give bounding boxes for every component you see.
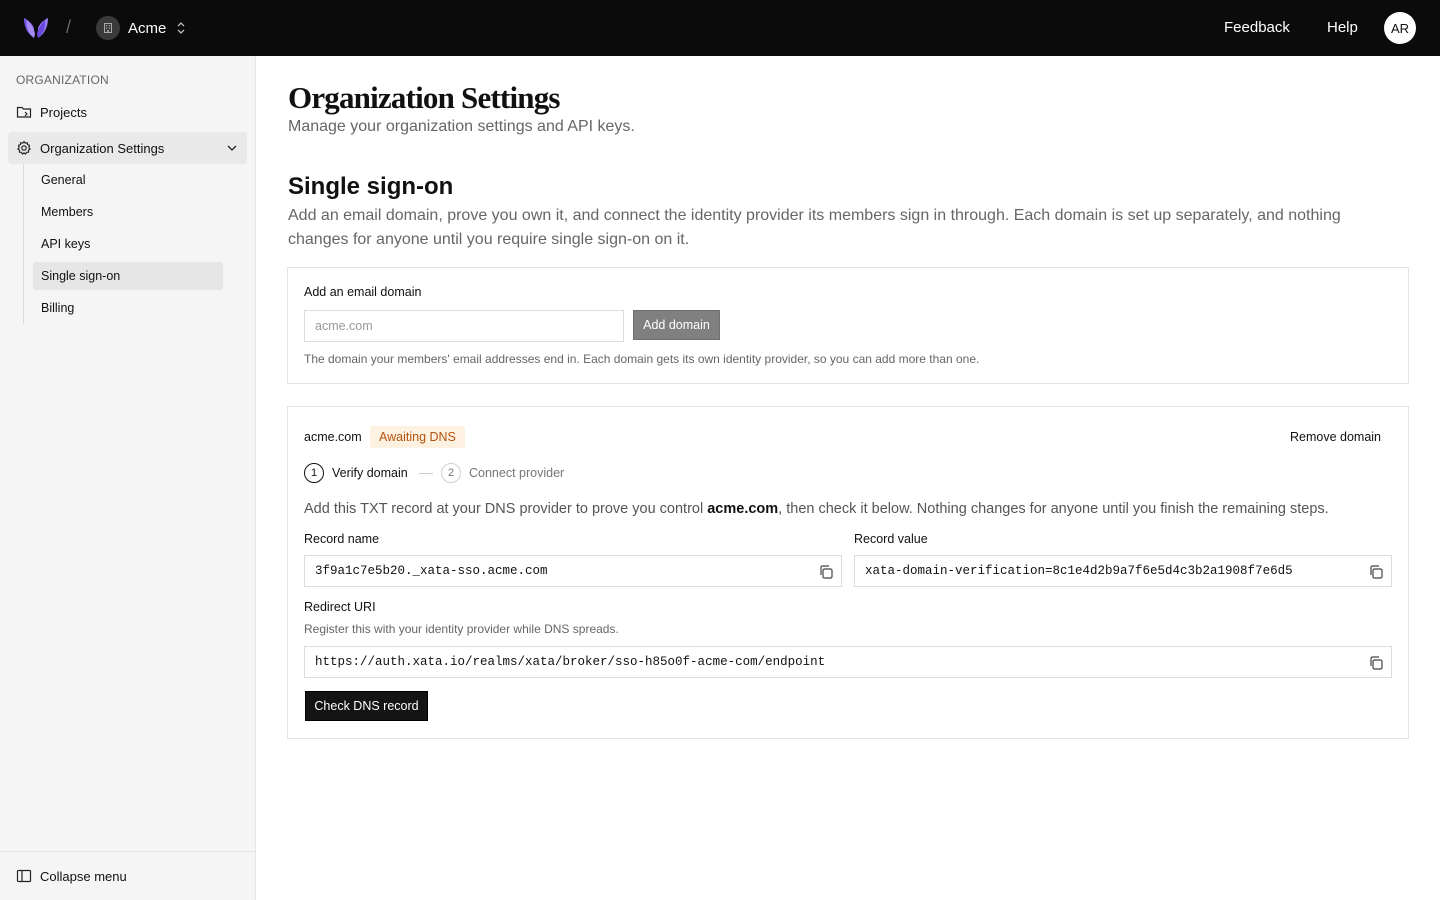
add-domain-card (287, 267, 1409, 384)
user-avatar[interactable]: AR (1384, 12, 1416, 44)
breadcrumb-separator: / (66, 17, 72, 37)
chevron-down-icon (225, 141, 239, 155)
sidebar-item-projects[interactable] (8, 96, 247, 128)
chevron-up-down-icon (176, 21, 186, 35)
gear-icon (16, 140, 32, 156)
step-1-indicator: 1 (304, 463, 324, 483)
add-domain-label: Add an email domain (304, 285, 422, 299)
org-name: Acme (128, 19, 167, 37)
feedback-link[interactable]: Feedback (1224, 19, 1290, 36)
record-value-field[interactable] (854, 555, 1392, 587)
xata-logo-icon[interactable] (22, 16, 50, 40)
sidebar-subitem-general[interactable]: General (41, 173, 86, 187)
sidebar-subitem-members[interactable]: Members (41, 205, 94, 219)
dns-instructions: Add this TXT record at your DNS provider to prove you control acme.com, then check it below. Nothing changes for anyone until you finish the remaining steps. (304, 501, 1329, 517)
domain-card (287, 406, 1409, 739)
help-link[interactable]: Help (1327, 19, 1358, 36)
sidebar-item-organization-settings[interactable] (8, 132, 247, 164)
top-bar (0, 0, 1440, 56)
status-badge: Awaiting DNS (370, 426, 465, 448)
building-icon (96, 16, 120, 40)
org-switcher[interactable] (96, 16, 186, 40)
redirect-uri-field[interactable] (304, 646, 1392, 678)
remove-domain-button[interactable]: Remove domain (1289, 430, 1381, 444)
domain-name: acme.com (304, 430, 362, 444)
record-value-label: Record value (854, 532, 928, 546)
record-name-value: 3f9a1c7e5b20._xata-sso.acme.com (315, 564, 548, 578)
record-value-value: xata-domain-verification=8c1e4d2b9a7f6e5d4c3b2a1908f7e6d5 (865, 564, 1293, 578)
collapse-menu-label: Collapse menu (40, 868, 127, 884)
sidebar-panel-icon (16, 868, 32, 884)
page-title: Organization Settings (288, 80, 560, 115)
copy-icon[interactable] (818, 564, 834, 580)
redirect-uri-label: Redirect URI (304, 600, 376, 614)
sidebar-subitem-billing[interactable]: Billing (41, 301, 75, 315)
sidebar-subitem-single-sign-on[interactable]: Single sign-on (33, 262, 223, 290)
redirect-uri-hint: Register this with your identity provider while DNS spreads. (304, 622, 619, 636)
record-name-field[interactable] (304, 555, 842, 587)
sidebar (0, 56, 256, 900)
copy-icon[interactable] (1368, 564, 1384, 580)
folder-icon (16, 104, 32, 120)
sidebar-item-label: Organization Settings (40, 140, 165, 156)
section-title: Single sign-on (288, 173, 454, 200)
step-connector (419, 473, 433, 474)
submenu-rail (23, 164, 24, 324)
record-name-label: Record name (304, 532, 380, 546)
add-domain-button[interactable]: Add domain (633, 310, 720, 340)
sidebar-subitem-api-keys[interactable]: API keys (41, 237, 91, 251)
sidebar-footer (0, 851, 255, 900)
add-domain-hint: The domain your members' email addresses end in. Each domain gets its own identity provider, so you can add more than one. (304, 352, 980, 366)
step-2-label: Connect provider (469, 466, 565, 480)
copy-icon[interactable] (1368, 655, 1384, 671)
collapse-menu-button[interactable] (16, 868, 127, 884)
step-1-label: Verify domain (332, 466, 408, 480)
sidebar-item-label: Projects (40, 104, 87, 120)
sidebar-heading: ORGANIZATION (16, 73, 109, 87)
page-subtitle: Manage your organization settings and API keys. (288, 118, 635, 135)
section-description: Add an email domain, prove you own it, and connect the identity provider its members sign in through. Each domain is set up separately, and nothing changes for anyone until you require single sign-on on it. (288, 207, 1341, 248)
check-dns-button[interactable]: Check DNS record (305, 691, 428, 721)
domain-input[interactable]: acme.com (304, 310, 624, 342)
step-2-indicator: 2 (441, 463, 461, 483)
redirect-uri-value: https://auth.xata.io/realms/xata/broker/sso-h85o0f-acme-com/endpoint (315, 655, 826, 669)
